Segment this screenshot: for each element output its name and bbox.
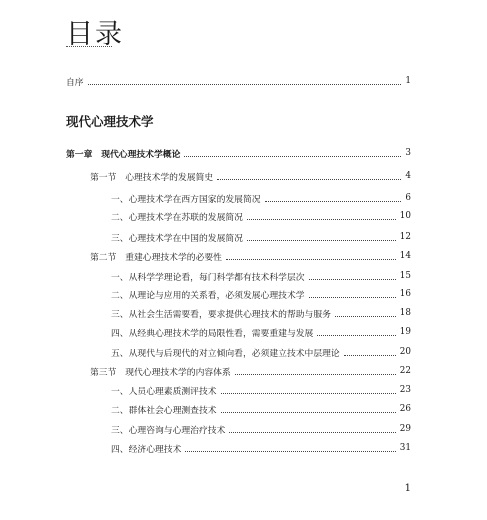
toc-entry-label: 第三节 现代心理技术学的内容体系 (90, 367, 231, 378)
toc-entry-label: 三、心理咨询与心理治疗技术 (111, 425, 226, 436)
toc-page-number: 18 (399, 308, 411, 318)
toc-entry-label: 五、从现代与后现代的对立倾向看，必须建立技术中层理论 (111, 348, 340, 359)
toc-subsection[interactable] (111, 229, 411, 245)
dot-leader (309, 297, 396, 298)
dot-leader (88, 84, 402, 85)
title-underline (66, 46, 112, 47)
dot-leader (226, 259, 396, 260)
toc-page-number: 10 (399, 211, 411, 221)
toc-entry-preface[interactable] (66, 73, 411, 89)
toc-subsection[interactable] (111, 190, 411, 206)
toc-entry-label: 一、心理技术学在西方国家的发展简况 (111, 194, 261, 205)
toc-subsection[interactable] (111, 440, 411, 456)
dot-leader (221, 412, 396, 413)
toc-entry-label: 第一章 现代心理技术学概论 (66, 149, 181, 160)
toc-entry-label: 第一节 心理技术学的发展简史 (90, 172, 214, 183)
page-number-footer: 1 (404, 483, 411, 494)
toc-chapter[interactable] (66, 145, 411, 161)
toc-entry-label: 三、从社会生活需要看，要求提供心理技术的帮助与服务 (111, 309, 331, 320)
dot-leader (344, 355, 396, 356)
dot-leader (247, 219, 396, 220)
toc-subsection[interactable] (111, 286, 411, 302)
toc-entry-label: 二、群体社会心理测查技术 (111, 405, 217, 416)
dot-leader (317, 335, 395, 336)
toc-section[interactable] (90, 168, 411, 184)
page-title: 目录 (66, 19, 124, 50)
dot-leader (221, 393, 396, 394)
toc-subsection[interactable] (111, 324, 411, 340)
toc-page-number: 12 (399, 232, 411, 242)
toc-subsection[interactable] (111, 401, 411, 417)
toc-page-number: 31 (399, 443, 411, 453)
toc-entry-label: 自序 (66, 77, 84, 88)
dot-leader (229, 432, 395, 433)
toc-subsection[interactable] (111, 208, 411, 224)
toc-entry-label: 一、从科学学理论看，每门科学都有技术科学层次 (111, 272, 305, 283)
dot-leader (335, 316, 396, 317)
toc-page-number: 6 (405, 193, 411, 203)
toc-entry-label: 第二节 重建心理技术学的必要性 (90, 252, 222, 263)
toc-entry-label: 二、心理技术学在苏联的发展简况 (111, 212, 243, 223)
dot-leader (217, 179, 401, 180)
part-heading: 现代心理技术学 (66, 114, 154, 129)
toc-entry-label: 二、从理论与应用的关系看，必须发展心理技术学 (111, 290, 305, 301)
toc-entry-label: 四、经济心理技术 (111, 444, 182, 455)
dot-leader (309, 279, 396, 280)
toc-page-number: 3 (405, 148, 411, 158)
toc-page-number: 23 (399, 385, 411, 395)
toc-entry-label: 一、人员心理素质测评技术 (111, 386, 217, 397)
toc-subsection[interactable] (111, 305, 411, 321)
toc-section[interactable] (90, 248, 411, 264)
toc-page-number: 15 (399, 271, 411, 281)
toc-subsection[interactable] (111, 344, 411, 360)
toc-entry-label: 三、心理技术学在中国的发展简况 (111, 233, 243, 244)
toc-subsection[interactable] (111, 382, 411, 398)
toc-page-number: 19 (399, 327, 411, 337)
dot-leader (265, 201, 402, 202)
toc-page-number: 26 (399, 404, 411, 414)
dot-leader (247, 240, 396, 241)
toc-page-number: 22 (399, 366, 411, 376)
toc-page-number: 20 (399, 347, 411, 357)
toc-page-number: 29 (399, 424, 411, 434)
toc-page-number: 4 (405, 171, 411, 181)
dot-leader (235, 374, 396, 375)
dot-leader (184, 156, 401, 157)
toc-subsection[interactable] (111, 421, 411, 437)
toc-entry-label: 四、从经典心理技术学的局限性看，需要重建与发展 (111, 328, 314, 339)
toc-page-number: 14 (399, 251, 411, 261)
toc-page-number: 1 (405, 76, 411, 86)
toc-page-number: 16 (399, 289, 411, 299)
toc-section[interactable] (90, 363, 411, 379)
dot-leader (185, 451, 395, 452)
toc-subsection[interactable] (111, 268, 411, 284)
